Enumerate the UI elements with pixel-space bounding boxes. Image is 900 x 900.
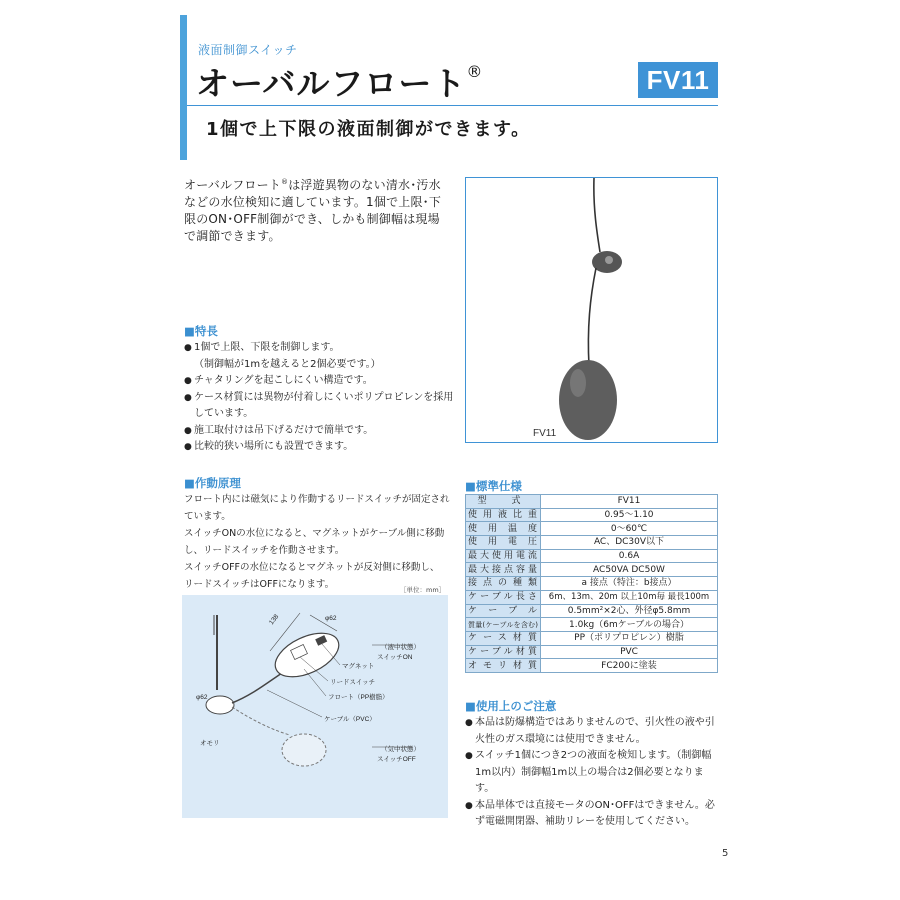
spec-key: 最大接点容量 <box>466 563 541 577</box>
diagram-reed-label: リードスイッチ <box>330 679 376 686</box>
spec-value: 0.6A <box>541 549 718 563</box>
spec-key: 質量(ケーブルを含む) <box>466 618 541 632</box>
diagram-weight-label: オモリ <box>200 740 220 747</box>
subtitle: 1個で上下限の液面制御ができます。 <box>206 119 531 140</box>
spec-key: ケーブル長さ <box>466 590 541 604</box>
spec-value: AC50VA DC50W <box>541 563 718 577</box>
unit-note: ［単位：mm］ <box>400 586 446 594</box>
page-number: 5 <box>722 848 729 859</box>
spec-value: 6m、13m、20m 以上10m毎 最長100m <box>541 590 718 604</box>
spec-key: 使用液比重 <box>466 508 541 522</box>
table-row <box>466 508 718 522</box>
table-row <box>466 631 718 645</box>
photo-float <box>559 360 617 440</box>
principle-line: し、リードスイッチを作動させます。 <box>184 545 345 556</box>
page-title <box>196 58 483 105</box>
table-row <box>466 604 718 618</box>
features-item <box>184 390 454 423</box>
title-text: オーバルフロート <box>196 64 467 103</box>
photo-cable-bottom <box>588 268 596 366</box>
diagram-liquid-medium: （液中状態） <box>381 644 420 651</box>
spec-key: ケーブル材質 <box>466 645 541 659</box>
features-list <box>184 340 454 456</box>
principle-diagram <box>182 595 448 818</box>
diagram-svg <box>182 595 448 818</box>
principle-line: フロート内には磁気により作動するリードスイッチが固定され <box>184 494 450 505</box>
spec-key: 型 式 <box>466 495 541 509</box>
diagram-float-label: フロート（PP樹脂） <box>328 694 389 701</box>
spec-key: 使用電圧 <box>466 536 541 550</box>
intro-product-name: オーバルフロート <box>184 178 282 192</box>
intro-paragraph <box>184 174 448 245</box>
table-row <box>466 577 718 591</box>
principle-line: スイッチOFFの水位になるとマグネットが反対側に移動し、 <box>184 562 440 573</box>
category-label: 液面制御スイッチ <box>198 43 298 57</box>
table-row <box>466 522 718 536</box>
diagram-dim-phi62-weight: φ62 <box>196 694 208 701</box>
diagram-cable-down <box>232 707 290 735</box>
diagram-cable-label: ケーブル（PVC） <box>324 716 376 723</box>
features-item <box>184 373 454 390</box>
table-row <box>466 645 718 659</box>
intro-text: は浮遊異物のない清水･汚水などの水位検知に適しています。1個で上限･下限のON･OFF制御ができ、しかも制御幅は現場で調節できます。 <box>184 178 442 243</box>
features-item <box>184 340 454 373</box>
photo-cable-top <box>594 178 600 252</box>
cautions-item: ● スイッチ1個につき2つの液面を検知します。（制御幅1m以内）制御幅1m以上の場合は2個必要となります。 <box>465 748 720 798</box>
features-item-text: 施工取付けは吊下げるだけで簡単です。 <box>194 424 374 436</box>
spec-key: ケーブル <box>466 604 541 618</box>
diagram-cable-up <box>232 673 282 703</box>
diagram-weight <box>206 696 234 714</box>
principle-line: スイッチONの水位になると、マグネットがケーブル側に移動 <box>184 528 445 539</box>
model-badge: FV11 <box>638 62 718 98</box>
cautions-heading: ■使用上のご注意 <box>465 699 557 713</box>
product-photo-frame <box>465 177 718 443</box>
features-item-text: 比較的狭い場所にも設置できます。 <box>194 441 354 452</box>
spec-value: AC、DC30V以下 <box>541 536 718 550</box>
cautions-item: ● 本品は防爆構造ではありませんので、引火性の液や引火性のガス環境には使用できません。 <box>465 715 720 748</box>
spec-key: 最大使用電流 <box>466 549 541 563</box>
spec-table <box>465 494 718 673</box>
diagram-dim-138: 138 <box>268 613 281 627</box>
principle-line: ています。 <box>184 511 231 522</box>
table-row <box>466 590 718 604</box>
intro-registered-mark: ® <box>281 178 289 186</box>
spec-key: 接点の種類 <box>466 577 541 591</box>
photo-caption: FV11 <box>533 428 557 439</box>
table-row <box>466 549 718 563</box>
diagram-air-medium: （気中状態） <box>381 746 420 753</box>
diagram-float-down <box>282 734 326 766</box>
spec-value: a 接点（特注：b接点） <box>541 577 718 591</box>
product-photo <box>466 178 716 441</box>
principle-heading: ■作動原理 <box>184 476 241 490</box>
features-item <box>184 439 454 456</box>
features-item <box>184 423 454 440</box>
diagram-float-up <box>269 624 346 685</box>
features-item-text: 1個で上限、下限を制御します。 <box>194 342 340 353</box>
spec-value: FC200に塗装 <box>541 659 718 673</box>
table-row <box>466 536 718 550</box>
cautions-item: ● 本品単体では直接モータのON･OFFはできません。必ず電磁開閉器、補助リレーを使用してください。 <box>465 798 720 831</box>
spec-value: 0.95～1.10 <box>541 508 718 522</box>
features-item-text: ケース材質には異物が付着しにくいポリプロピレンを採用 <box>194 391 454 403</box>
spec-key: ケース材質 <box>466 631 541 645</box>
diagram-switch-on: スイッチON <box>377 654 413 661</box>
table-row <box>466 495 718 509</box>
principle-text <box>184 491 454 593</box>
header-divider <box>187 105 718 106</box>
spec-value: 0.5mm²×2心、外径φ5.8mm <box>541 604 718 618</box>
spec-value: PVC <box>541 645 718 659</box>
spec-key: 使用温度 <box>466 522 541 536</box>
features-item-cont: （制御幅が1mを越えると2個必要です。） <box>194 358 381 370</box>
photo-weight-hub <box>605 256 613 264</box>
diagram-magnet-label: マグネット <box>342 663 375 670</box>
table-row <box>466 659 718 673</box>
spec-value: PP（ポリプロピレン）樹脂 <box>541 631 718 645</box>
registered-mark: ® <box>466 62 484 81</box>
spec-key: オモリ材質 <box>466 659 541 673</box>
features-item-text: チャタリングを起こしにくい構造です。 <box>194 375 373 386</box>
principle-line: リードスイッチはOFFになります。 <box>184 579 335 590</box>
diagram-callout-float <box>304 669 326 696</box>
diagram-dim-phi62-top: φ62 <box>325 615 337 622</box>
spec-value: 1.0kg（6mケーブルの場合） <box>541 618 718 632</box>
diagram-switch-off: スイッチOFF <box>377 756 416 763</box>
spec-heading: ■標準仕様 <box>465 479 522 493</box>
table-row <box>466 563 718 577</box>
spec-value: FV11 <box>541 495 718 509</box>
table-row <box>466 618 718 632</box>
spec-value: 0～60℃ <box>541 522 718 536</box>
cautions-list <box>465 715 720 831</box>
diagram-callout-cable <box>267 690 322 717</box>
features-heading: ■特長 <box>184 324 218 338</box>
features-item-cont: しています。 <box>194 408 254 419</box>
photo-float-highlight <box>570 369 586 397</box>
accent-bar <box>180 15 187 160</box>
